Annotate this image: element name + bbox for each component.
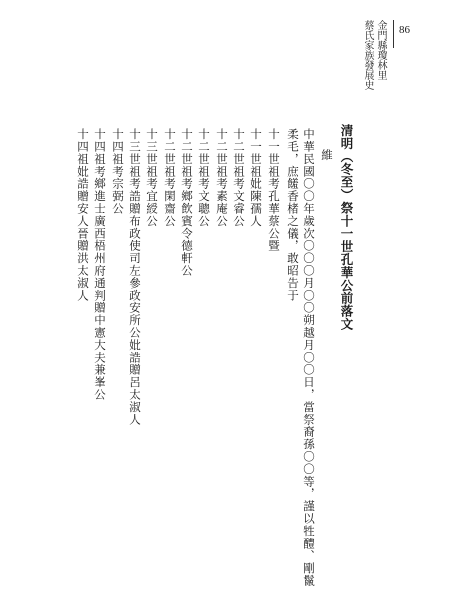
ancestor-line: 十二世祖考文聰公 (197, 128, 211, 228)
document-title: 清明（冬至）祭十一世孔華公前落文 (339, 124, 354, 331)
preamble-line-2: 柔毛，庶饈香楮之儀，敢昭告于 (286, 128, 300, 302)
ancestor-line: 十四祖考宗弼公 (111, 128, 125, 215)
ancestor-line: 十二世祖考素庵公 (215, 128, 229, 228)
header-divider (393, 20, 394, 48)
ancestor-line: 十一世祖妣陳孺人 (249, 128, 263, 228)
document-subtitle: 維 (320, 149, 334, 162)
page-number: 86 (399, 24, 410, 36)
book-title-line2: 蔡氏家族發展史 (362, 20, 373, 90)
ancestor-line: 十二世祖考文睿公 (232, 128, 246, 228)
ancestor-line: 十一世祖考孔華蔡公暨 (267, 128, 281, 252)
book-title-line1: 金門縣瓊林里 (375, 20, 386, 80)
ancestor-line: 十三世祖考誥贈布政使司左參政安所公妣誥贈呂太淑人 (128, 128, 142, 426)
ancestor-line: 十二世祖考鄉飲賓令德軒公 (180, 128, 194, 277)
ancestor-line: 十四祖妣誥贈安人晉贈洪太淑人 (76, 128, 90, 302)
ancestor-line: 十四祖考鄉進士廣西梧州府通判贈中憲大夫兼峯公 (93, 128, 107, 401)
ancestor-line: 十二世祖考閑齋公 (163, 128, 177, 228)
preamble-line-1: 中華民國〇〇年歲次〇〇〇月〇〇朔越月〇〇日，當祭裔孫〇〇等，謹以牲醴、剛鬣 (302, 128, 316, 587)
ancestor-line: 十三世祖考宜綬公 (145, 128, 159, 228)
